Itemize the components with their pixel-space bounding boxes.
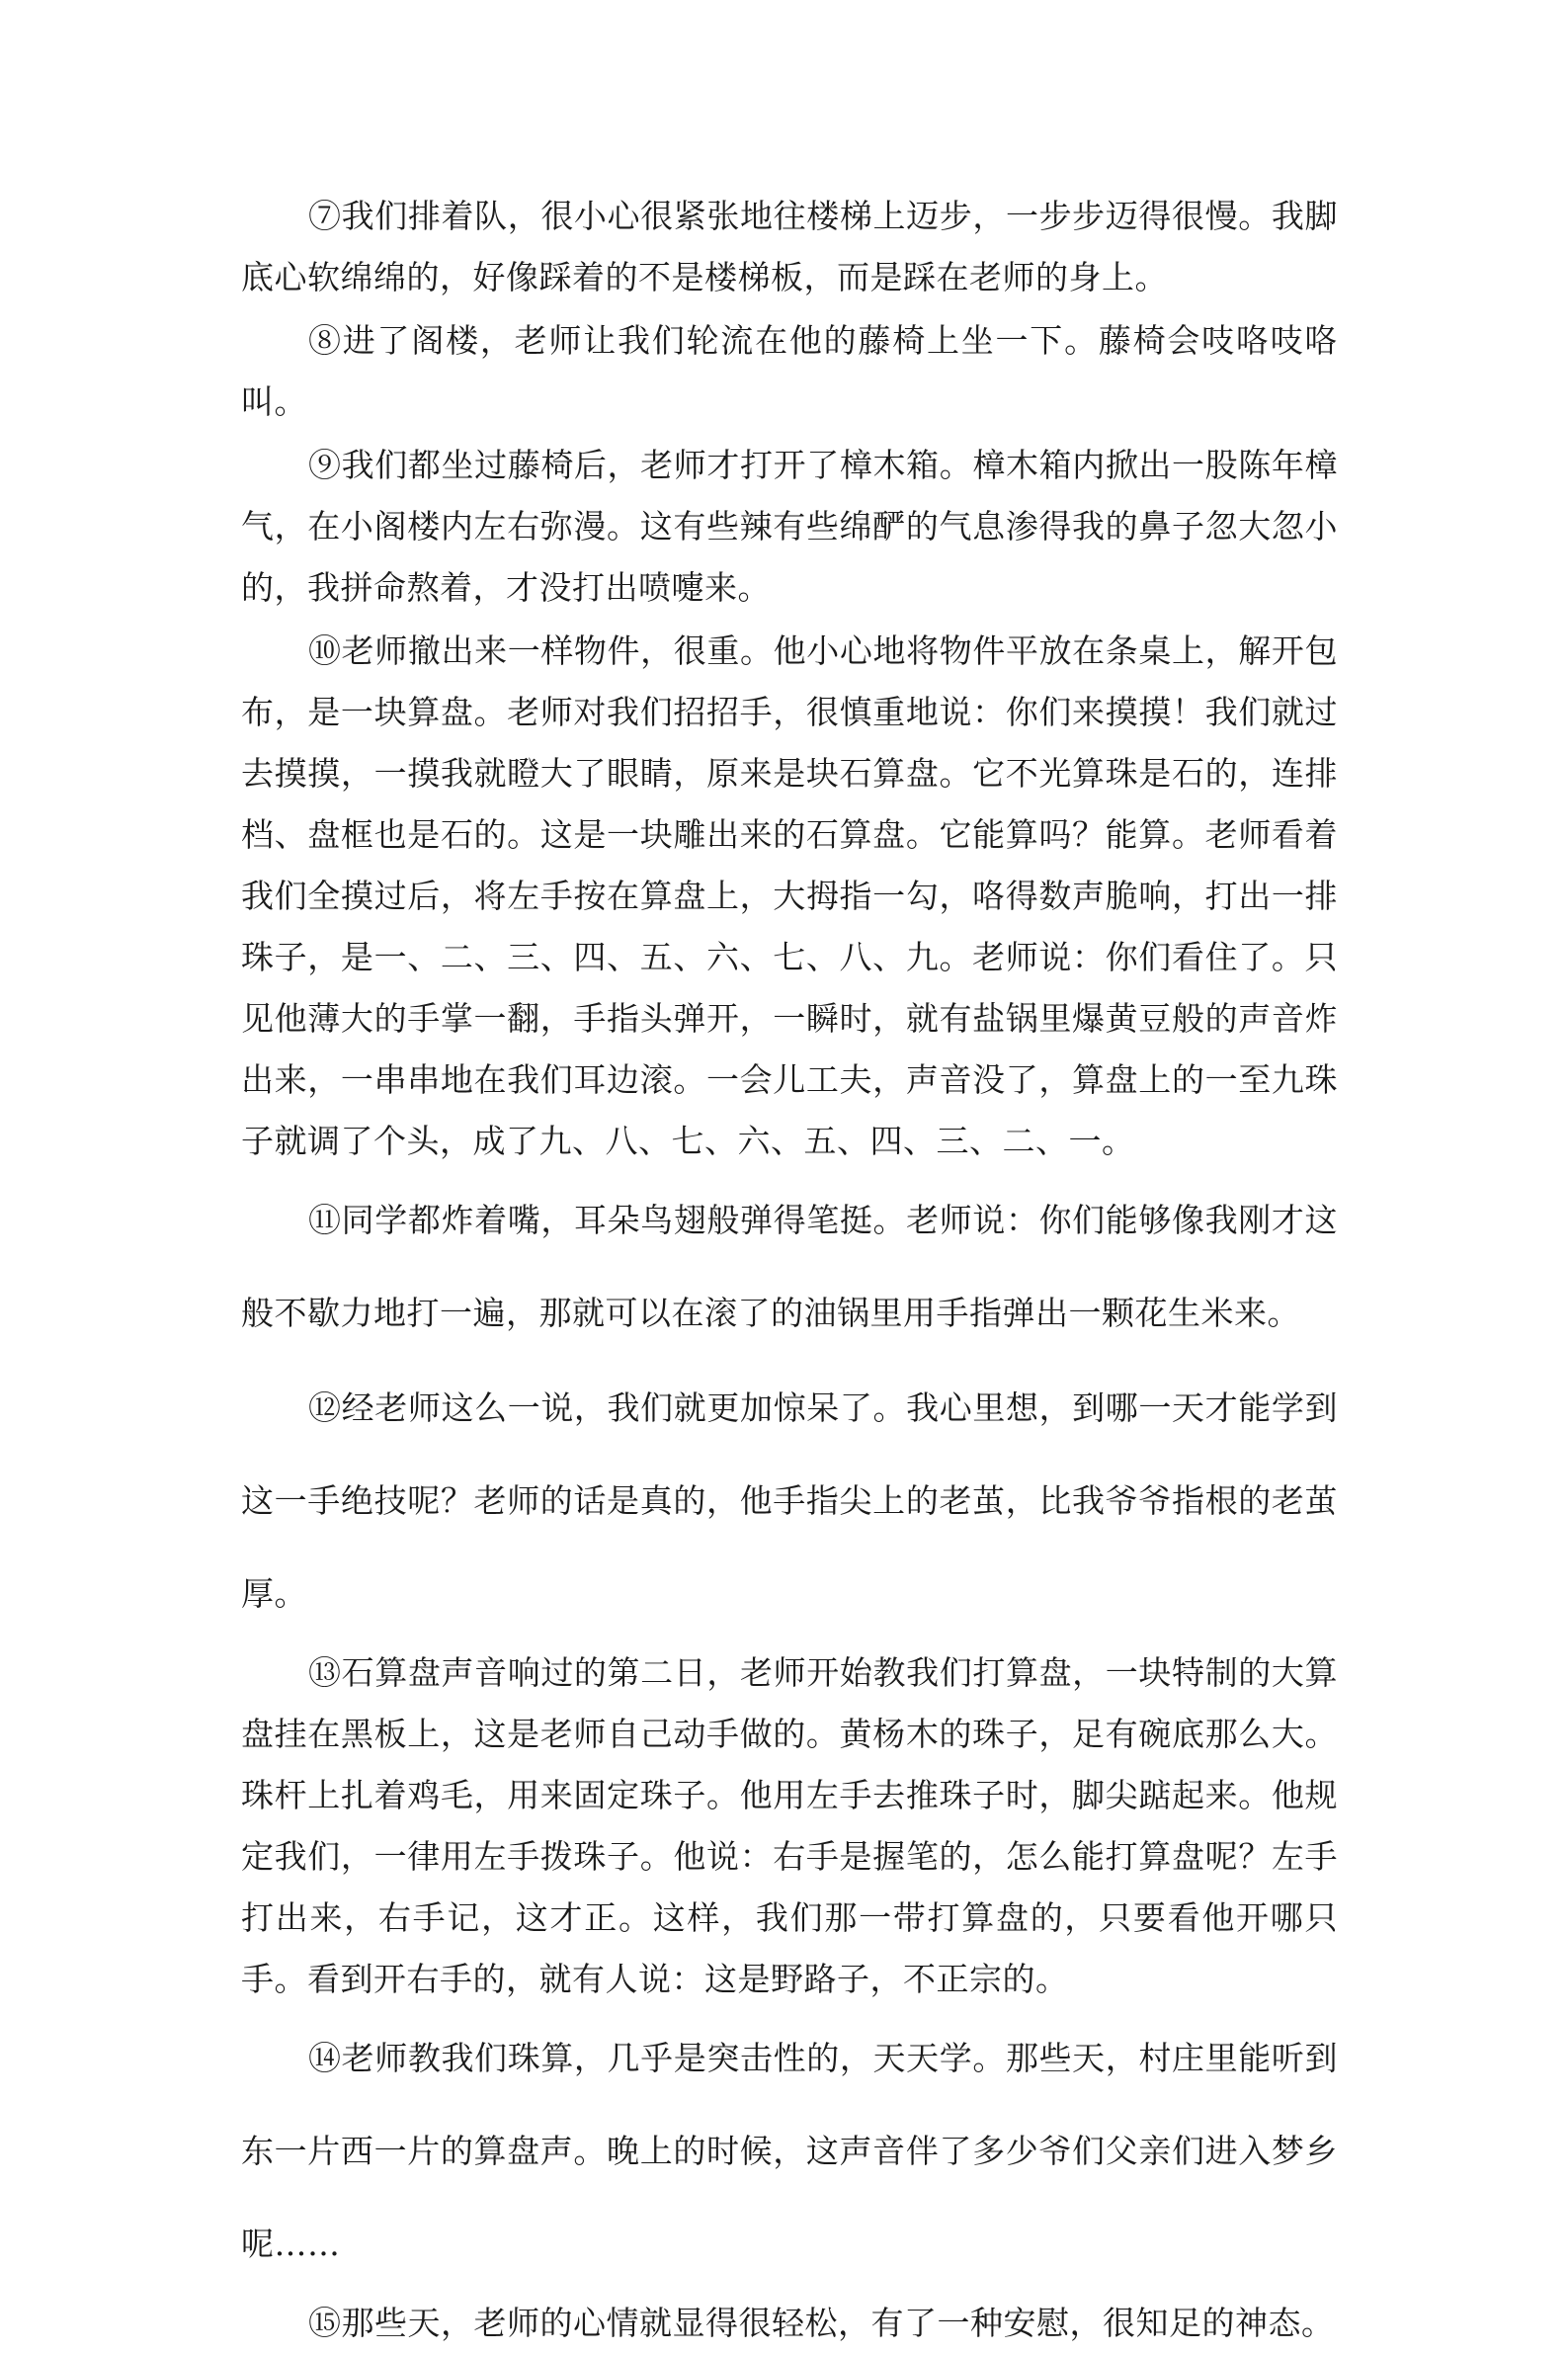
paragraph-11: ⑪同学都炸着嘴，耳朵鸟翅般弹得笔挺。老师说：你们能够像我刚才这般不歇力地打一遍，那就可以在滚了的油锅里用手指弹出一颗花生米来。 bbox=[241, 1201, 1338, 1332]
article-body bbox=[241, 186, 1338, 2354]
paragraph-14: ⑭老师教我们珠算，几乎是突击性的，天天学。那些天，村庄里能听到东一片西一片的算盘声。晚上的时候，这声音伴了多少爷们父亲们进入梦乡呢…… bbox=[241, 2039, 1338, 2263]
paragraph-9: ⑨我们都坐过藤椅后，老师才打开了樟木箱。樟木箱内掀出一股陈年樟气，在小阁楼内左右弥漫。这有些辣有些绵酽的气息渗得我的鼻子忽大忽小的，我拼命熬着，才没打出喷嚏来。 bbox=[241, 446, 1338, 607]
paragraph-10: ⑩老师撤出来一样物件，很重。他小心地将物件平放在条桌上，解开包布，是一块算盘。老师对我们招招手，很慎重地说：你们来摸摸！我们就过去摸摸，一摸我就瞪大了眼睛，原来是块石算盘。它不光算珠是石的，连排档、盘框也是石的。这是一块雕出来的石算盘。它能算吗？能算。老师看着我们全摸过后，将左手按在算盘上，大拇指一勾，咯得数声脆响，打出一排珠子，是一、二、三、四、五、六、七、八、九。老师说：你们看住了。只见他薄大的手掌一翻，手指头弹开，一瞬时，就有盐锅里爆黄豆般的声音炸出来，一串串地在我们耳边滚。一会儿工夫，声音没了，算盘上的一至九珠子就调了个头，成了九、八、七、六、五、四、三、二、一。 bbox=[241, 631, 1338, 1160]
paragraph-8: ⑧进了阁楼，老师让我们轮流在他的藤椅上坐一下。藤椅会吱咯吱咯叫。 bbox=[241, 321, 1338, 421]
paragraph-13: ⑬石算盘声音响过的第二日，老师开始教我们打算盘，一块特制的大算盘挂在黑板上，这是老师自己动手做的。黄杨木的珠子，足有碗底那么大。珠杆上扎着鸡毛，用来固定珠子。他用左手去推珠子时，脚尖踮起来。他规定我们，一律用左手拨珠子。他说：右手是握笔的，怎么能打算盘呢？左手打出来，右手记，这才正。这样，我们那一带打算盘的，只要看他开哪只手。看到开右手的，就有人说：这是野路子，不正宗的。 bbox=[241, 1653, 1338, 1998]
paragraph-7: ⑦我们排着队，很小心很紧张地往楼梯上迈步，一步步迈得很慢。我脚底心软绵绵的，好像踩着的不是楼梯板，而是踩在老师的身上。 bbox=[241, 197, 1338, 296]
paragraph-15: ⑮那些天，老师的心情就显得很轻松，有了一种安慰，很知足的神态。 bbox=[308, 2304, 1335, 2342]
paragraph-12: ⑫经老师这么一说，我们就更加惊呆了。我心里想，到哪一天才能学到这一手绝技呢？老师的话是真的，他手指尖上的老茧，比我爷爷指根的老茧厚。 bbox=[241, 1388, 1338, 1613]
